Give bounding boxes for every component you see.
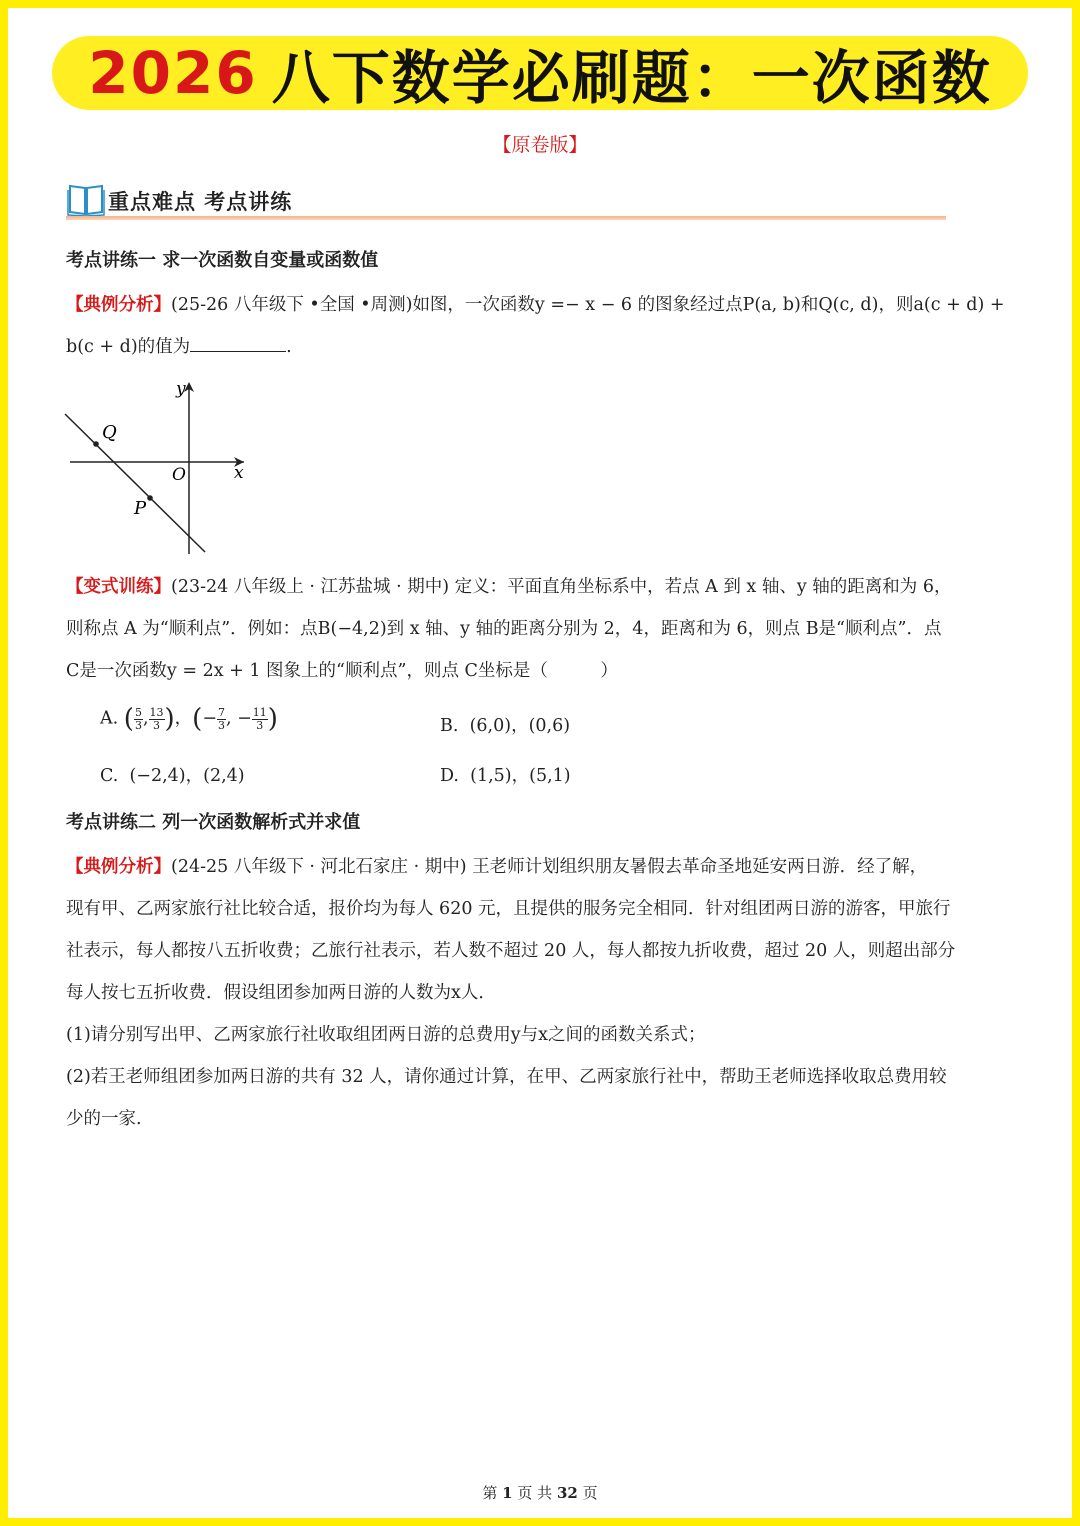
label-p: P — [134, 498, 147, 519]
fraction: $\frac{7}{3}$ — [218, 705, 225, 732]
label-y: y — [176, 379, 186, 399]
variant-line3: C是一次函数y = 2x + 1 图象上的“顺利点”，则点 C坐标是（ ） — [66, 661, 618, 681]
label-x: x — [234, 463, 244, 483]
section-title: 重点难点 考点讲练 — [108, 190, 293, 214]
label-o: O — [172, 465, 186, 485]
point-q — [93, 441, 99, 447]
variant-tag: 【变式训练】 — [66, 577, 171, 597]
topic1-variant — [66, 566, 1016, 692]
example-source: (25-26 八年级下 •全国 •周测) — [171, 295, 413, 315]
example-line2: b(c + d)的值为 — [66, 337, 191, 357]
label-q: Q — [102, 422, 117, 443]
variant-line1: (23-24 八年级上 · 江苏盐城 · 期中) 定义：平面直角坐标系中，若点 A 到 x 轴、y 轴的距离和为 6， — [171, 577, 952, 597]
period: . — [286, 337, 292, 357]
page-footer: 第 1 页 共 32 页 — [482, 1484, 598, 1502]
topic2-line4: 每人按七五折收费．假设组团参加两日游的人数为x人． — [66, 983, 496, 1003]
coordinate-graph — [60, 376, 260, 560]
point-p — [147, 495, 153, 501]
option-b: B. (6,0)，(0,6) — [440, 716, 571, 736]
topic2-heading: 考点讲练二 列一次函数解析式并求值 — [66, 812, 361, 833]
option-a: A. ( $\frac{5}{3}$ , $\frac{13}{3}$ )，(− $\frac{7}{3}$ , − $\frac{11}{3}$ ) — [100, 704, 278, 734]
option-d: D. (1,5)，(5,1) — [440, 766, 571, 786]
option-a-label: A. — [100, 708, 119, 729]
example-line1: 如图，一次函数y =− x − 6 的图象经过点P(a, b)和Q(c, d)，则a(c + d) + — [412, 295, 1005, 315]
page-number: 1 — [502, 1484, 513, 1502]
topic2-line3: 社表示，每人都按八五折收费；乙旅行社表示，若人数不超过 20 人，每人都按九折收费，超过 20 人，则超出部分 — [66, 941, 956, 961]
topic1-example — [66, 284, 1016, 368]
banner-title: 八下数学必刷题：一次函数 — [271, 44, 992, 112]
topic1-heading: 考点讲练一 求一次函数自变量或函数值 — [66, 250, 379, 271]
section-header — [66, 180, 946, 222]
example-tag: 【典例分析】 — [66, 295, 171, 315]
page-total: 32 — [556, 1484, 578, 1502]
fraction: $\frac{11}{3}$ — [252, 705, 267, 732]
book-icon — [66, 180, 106, 216]
option-c: C. (−2,4)，(2,4) — [100, 766, 245, 786]
fraction: $\frac{5}{3}$ — [134, 705, 142, 732]
example-tag: 【典例分析】 — [66, 857, 171, 877]
topic2-example — [66, 846, 1016, 1140]
question-2: (2)若王老师组团参加两日游的共有 32 人，请你通过计算，在甲、乙两家旅行社中，帮助王老师选择收取总费用较 — [66, 1067, 947, 1087]
topic2-line1: (24-25 八年级下 · 河北石家庄 · 期中) 王老师计划组织朋友暑假去革命圣地延安两日游．经了解， — [171, 857, 928, 877]
title-banner — [52, 36, 1028, 110]
question-2-cont: 少的一家. — [66, 1109, 142, 1129]
banner-year: 2026 — [88, 39, 258, 107]
answer-blank — [190, 333, 286, 352]
edition-label: 【原卷版】 — [492, 134, 588, 156]
fraction: $\frac{13}{3}$ — [149, 705, 164, 732]
section-rule — [66, 216, 946, 220]
variant-line2: 则称点 A 为“顺利点”．例如：点B(−4,2)到 x 轴、y 轴的距离分别为 2，4，距离和为 6，则点 B是“顺利点”．点 — [66, 619, 942, 639]
topic2-line2: 现有甲、乙两家旅行社比较合适，报价均为每人 620 元，且提供的服务完全相同．针对组团两日游的游客，甲旅行 — [66, 899, 951, 919]
question-1: (1)请分别写出甲、乙两家旅行社收取组团两日游的总费用y与x之间的函数关系式； — [66, 1025, 706, 1045]
